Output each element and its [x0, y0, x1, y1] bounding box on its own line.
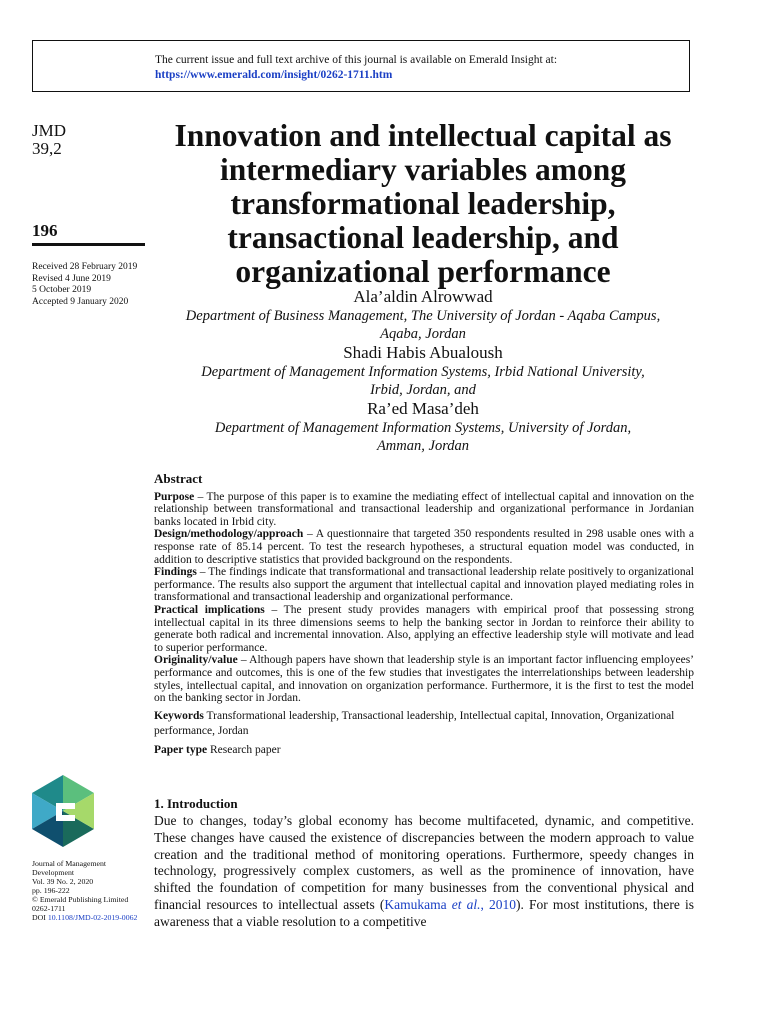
paper-type-text: Research paper	[207, 743, 281, 756]
notice-text: The current issue and full text archive of this journal is available on Emerald Insight at:	[155, 54, 558, 66]
abstract-purpose	[154, 491, 694, 529]
keywords-label: Keywords	[154, 709, 204, 722]
article-title: Innovation and intellectual capital as intermediary variables among transformational leadership, transactional leadership, and organizational performance	[174, 118, 672, 289]
page-number: 196	[32, 221, 58, 240]
journal-name-line: Development	[32, 868, 75, 877]
abstract-section-label: Purpose	[154, 490, 195, 503]
journal-abbreviation	[32, 122, 66, 158]
abstract-section-text: – Although papers have shown that leadership style is an important factor influencing employees’ performance and outcomes, this is one of the few studies that investigates the interrelationships between leadership styles, intellectual capital, and innovation on organization performance. Furthermore, it is the first to test the model on the banking sector in Jordan.	[154, 654, 694, 705]
citation-year: , 2010	[480, 896, 517, 912]
doi-label: DOI	[32, 913, 48, 922]
author-affiliation	[150, 419, 696, 455]
affiliation-line: Department of Business Management, The University of Jordan - Aqaba Campus,	[185, 308, 661, 324]
doi-line	[32, 913, 152, 922]
copyright-line: © Emerald Publishing Limited	[32, 895, 129, 904]
affiliation-line: Department of Management Information Systems, University of Jordan,	[214, 420, 632, 436]
section-heading: 1. Introduction	[154, 796, 238, 811]
journal-url-link[interactable]: https://www.emerald.com/insight/0262-1711.htm	[155, 69, 393, 81]
abstract-heading: Abstract	[154, 471, 203, 486]
abstract-findings	[154, 566, 694, 604]
keywords	[154, 709, 694, 739]
paper-type	[154, 743, 694, 758]
article-history	[32, 262, 137, 308]
citation-etal: et al.	[451, 896, 481, 912]
author-name: Ala’aldin Alrowwad	[353, 287, 493, 306]
doi-link[interactable]: 10.1108/JMD-02-2019-0062	[47, 913, 138, 922]
abstract-section-label: Findings	[154, 566, 197, 579]
author-name: Shadi Habis Abualoush	[343, 343, 503, 362]
received-date: Received 28 February 2019	[32, 262, 138, 272]
revised-date-2: 5 October 2019	[32, 285, 92, 295]
author-block	[150, 287, 696, 455]
journal-code: JMD	[32, 121, 67, 140]
revised-date: Revised 4 June 2019	[32, 273, 111, 284]
introduction-paragraph	[154, 813, 694, 931]
pages-line: pp. 196-222	[32, 886, 70, 895]
keywords-text: Transformational leadership, Transactional leadership, Intellectual capital, Innovation, Organizational performance, Jordan	[154, 709, 675, 737]
abstract	[154, 473, 694, 758]
citation-author: Kamukama	[384, 896, 452, 912]
emerald-publishing-logo-icon	[32, 775, 94, 847]
abstract-section-text: – A questionnaire that targeted 350 respondents resulted in 298 usable ones with a response rate of 85.14 percent. To test the research hypotheses, a structural equation model was conducted, in addition to descriptive statistics that provided background on the respondents.	[154, 528, 694, 566]
intro-text: Due to changes, today’s global economy has become multifaceted, dynamic, and competitive. These changes have caused the existence of discrepancies between the modern approach to value creation and the traditional method of monitoring operations. Furthermore, speedy changes in technology, progressively complex customers, as well as the prominence of innovation, have shifted the foundation of competition for many businesses from the conventional physical and financial resources to intellectual assets (	[154, 813, 694, 912]
page-number-rule	[32, 243, 145, 246]
intro-text-continued: ). For most institutions, there is awareness that a viable resolution to a competitive	[154, 896, 694, 929]
journal-volume-issue: 39,2	[32, 139, 62, 158]
abstract-implications	[154, 604, 694, 654]
author-name: Ra’ed Masa’deh	[367, 399, 479, 418]
journal-metadata	[32, 859, 152, 922]
journal-name-line: Journal of Management	[32, 859, 107, 868]
abstract-section-text: – The purpose of this paper is to examine the mediating effect of intellectual capital and innovation on the relationship between transformational and transactional leadership and organizational performance in Jordanian banks located in Irbid city.	[154, 490, 694, 528]
issn-line: 0262-1711	[32, 904, 66, 913]
introduction-section	[154, 796, 694, 931]
volume-line: Vol. 39 No. 2, 2020	[32, 877, 94, 886]
abstract-section-text: – The findings indicate that transformational and transactional leadership relate positively to organizational performance. The results also support the argument that intellectual capital and innovation played mediating roles in transformational and transactional leadership and organizational performance.	[154, 566, 694, 604]
abstract-section-label: Practical implications	[154, 603, 265, 616]
affiliation-line: Aqaba, Jordan	[380, 326, 466, 342]
abstract-design	[154, 528, 694, 566]
affiliation-line: Department of Management Information Systems, Irbid National University,	[201, 364, 645, 380]
abstract-section-text: – The present study provides managers with empirical proof that possessing strong intellectual capital in its three dimensions seems to help the banking sector in Jordan to reinforce their ability to generate both radical and incremental innovation. Also, applying an effective leadership style will motivate and lead to superior performance.	[154, 603, 694, 654]
journal-archive-notice	[32, 40, 690, 92]
abstract-originality	[154, 654, 694, 704]
abstract-section-label: Design/methodology/approach	[154, 528, 304, 541]
citation-link[interactable]	[384, 897, 516, 912]
abstract-section-label: Originality/value	[154, 654, 238, 667]
affiliation-line: Amman, Jordan	[376, 438, 470, 454]
paper-type-label: Paper type	[154, 743, 208, 756]
author-affiliation	[150, 307, 696, 343]
author-affiliation	[150, 363, 696, 399]
affiliation-line: Irbid, Jordan, and	[370, 382, 476, 398]
accepted-date: Accepted 9 January 2020	[32, 296, 129, 307]
